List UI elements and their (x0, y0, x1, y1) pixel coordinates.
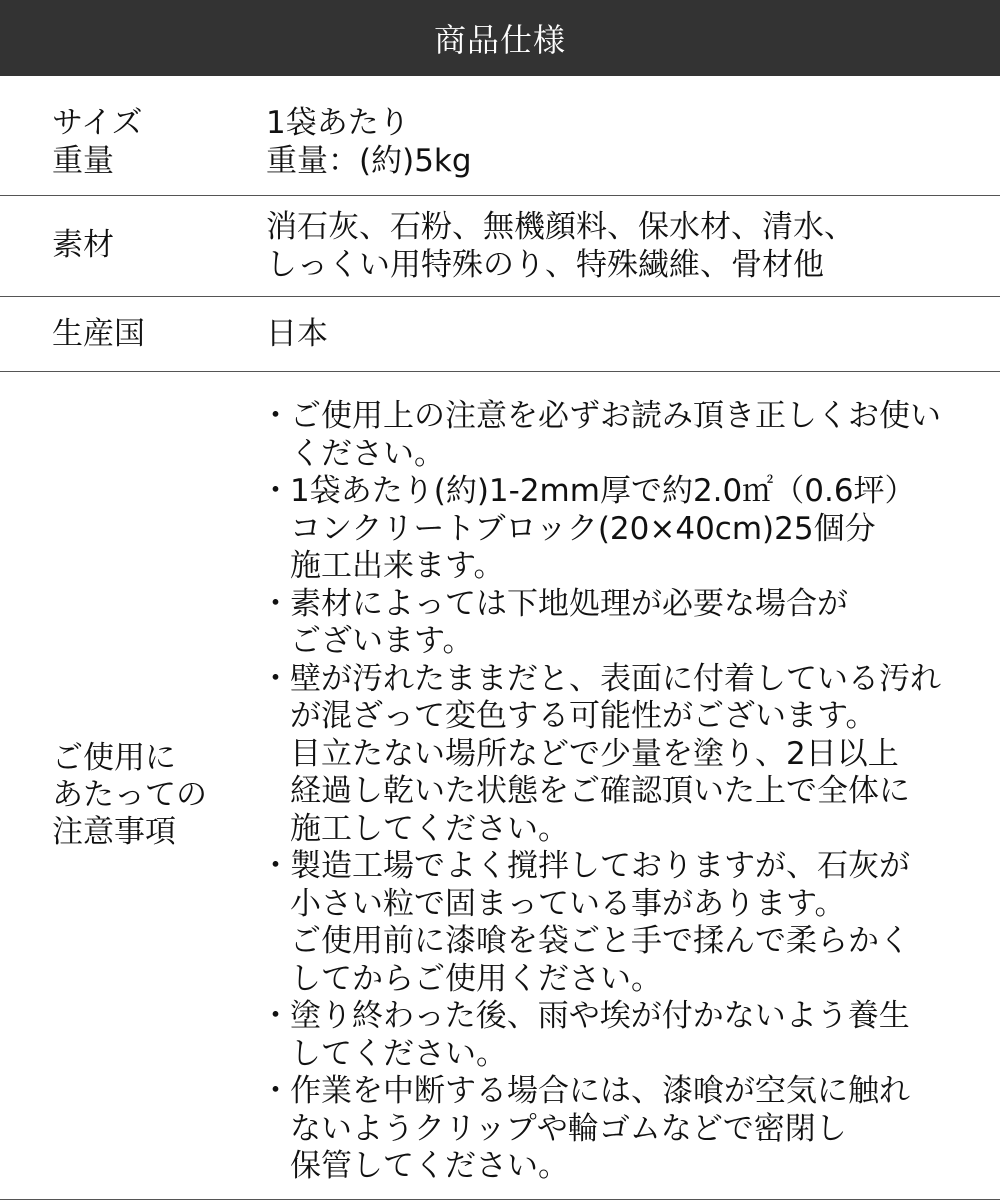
notes-list (260, 398, 976, 1186)
spec-row-material (0, 196, 1000, 297)
note-line: 施工出来ます。 (290, 548, 505, 584)
note-item (260, 1073, 976, 1186)
spec-header (0, 0, 1000, 76)
bullet-mark: ・ (260, 998, 291, 1034)
spec-label-origin: 生産国 (52, 316, 145, 352)
note-line: 経過し乾いた状態をご確認頂いた上で全体に (290, 773, 910, 809)
note-line: 素材によっては下地処理が必要な場合が (290, 585, 848, 622)
note-line: ございます。 (290, 623, 474, 659)
spec-value-notes (260, 398, 976, 1186)
note-line: してからご使用ください。 (290, 960, 662, 997)
note-item (260, 660, 976, 849)
note-line: ご使用上の注意を必ずお読み頂き正しくお使い (290, 398, 941, 434)
bullet-mark: ・ (260, 585, 291, 622)
bullet-mark: ・ (260, 1073, 291, 1109)
note-line: ないようクリップや輪ゴムなどで密閉し (290, 1110, 847, 1147)
note-line: 施工してください。 (290, 810, 569, 847)
note-line: が混ざって変色する可能性がございます。 (290, 698, 877, 734)
spec-row-origin (0, 297, 1000, 372)
spec-title: 商品仕様 (433, 21, 566, 59)
note-line: ください。 (290, 435, 445, 472)
bullet-mark: ・ (260, 473, 291, 509)
spec-value-line: しっくい用特殊のり、特殊繊維、骨材他 (266, 247, 824, 283)
note-line: 塗り終わった後、雨や埃が付かないよう養生 (290, 998, 910, 1034)
note-line: ご使用前に漆喰を袋ごと手で揉んで柔らかく (290, 923, 910, 959)
note-line: してください。 (290, 1035, 507, 1072)
note-item (260, 848, 976, 998)
note-item (260, 998, 976, 1073)
bullet-mark: ・ (260, 660, 291, 697)
note-item (260, 473, 976, 586)
note-line: 目立たない場所などで少量を塗り、2日以上 (290, 735, 899, 772)
spec-value-line: 重量：(約)5kg (266, 143, 472, 179)
note-item (260, 585, 976, 661)
spec-label-notes: ご使用に あたっての 注意事項 (52, 740, 207, 850)
spec-label-material: 素材 (52, 227, 114, 263)
note-line: 1袋あたり(約)1-2mm厚で約2.0㎡（0.6坪） (290, 473, 916, 509)
spec-value-line: 1袋あたり (266, 105, 410, 141)
note-item (260, 398, 976, 473)
note-line: 壁が汚れたままだと、表面に付着している汚れ (290, 660, 941, 697)
note-line: 作業を中断する場合には、漆喰が空気に触れ (290, 1073, 910, 1109)
note-line: 保管してください。 (290, 1148, 569, 1184)
spec-value-line: 消石灰、石粉、無機顔料、保水材、清水、 (266, 209, 855, 245)
spec-value-size-weight (266, 104, 976, 180)
spec-row-notes (0, 372, 1000, 1200)
bullet-mark: ・ (260, 398, 291, 434)
spec-row-size-weight (0, 76, 1000, 196)
spec-value-material (266, 208, 976, 284)
note-line: 製造工場でよく撹拌しておりますが、石灰が (290, 848, 910, 884)
bullet-mark: ・ (260, 848, 291, 884)
note-line: 小さい粒で固まっている事があります。 (290, 885, 846, 922)
spec-value-line: 日本 (266, 316, 328, 352)
spec-value-origin (266, 315, 976, 353)
spec-label-size-weight: サイズ 重量 (52, 105, 143, 179)
note-line: コンクリートブロック(20×40cm)25個分 (290, 510, 876, 547)
